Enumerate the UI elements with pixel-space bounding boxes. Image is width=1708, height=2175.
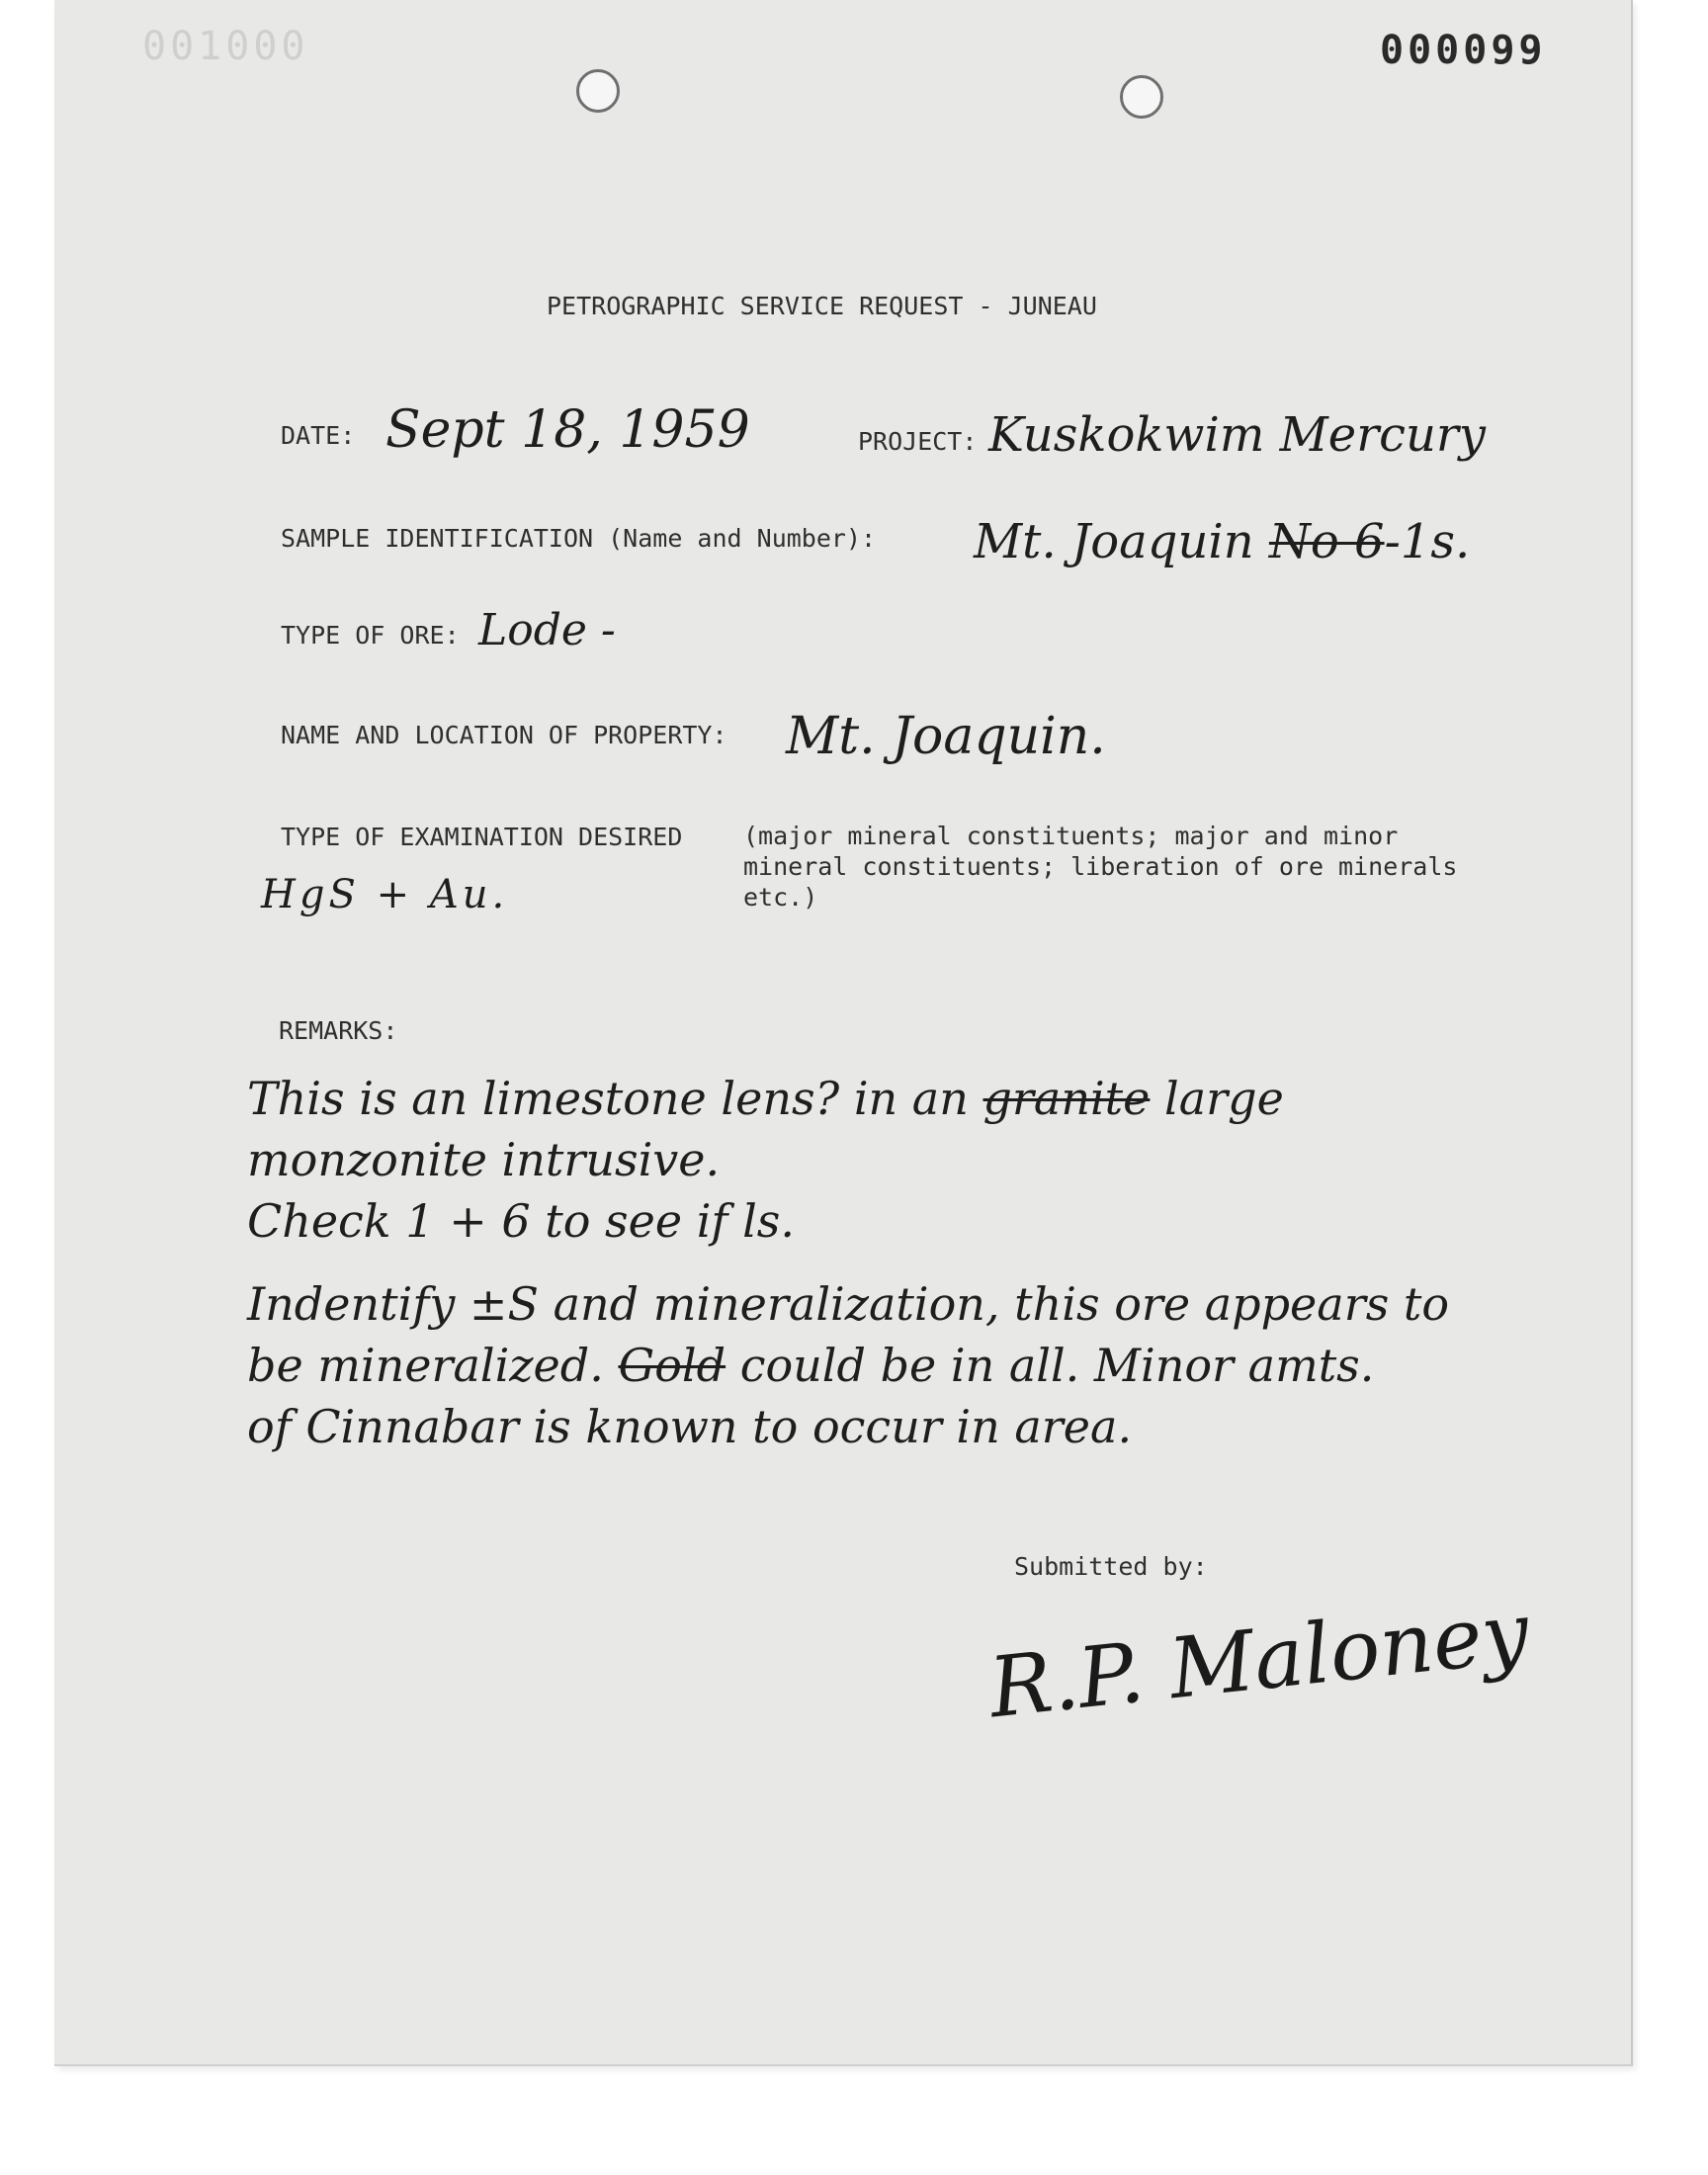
date-label: DATE: bbox=[281, 421, 356, 450]
sample-name: Mt. Joaquin bbox=[974, 514, 1254, 569]
punch-hole-left bbox=[576, 69, 620, 113]
property-label: NAME AND LOCATION OF PROPERTY: bbox=[281, 721, 727, 749]
faint-page-number: 001000 bbox=[142, 24, 309, 69]
exam-type-description: (major mineral constituents; major and minor mineral constituents; liberation of ore minerals etc.) bbox=[743, 822, 1458, 912]
date-value: Sept 18, 1959 bbox=[385, 400, 750, 460]
remarks-line: of Cinnabar is known to occur in area. bbox=[247, 1400, 1133, 1453]
remarks-line: Check 1 + 6 to see if ls. bbox=[247, 1194, 796, 1248]
project-label: PROJECT: bbox=[858, 427, 978, 456]
signature: R.P. Maloney bbox=[984, 1583, 1534, 1737]
remarks-handwriting bbox=[247, 1068, 1562, 1457]
submitted-by-label: Submitted by: bbox=[1014, 1552, 1208, 1581]
sample-struck-text: No 6 bbox=[1268, 514, 1385, 569]
project-value: Kuskokwim Mercury bbox=[988, 407, 1486, 463]
remarks-line bbox=[247, 1068, 1562, 1129]
remarks-text: be mineralized. bbox=[247, 1339, 604, 1392]
remarks-text: could be in all. Minor amts. bbox=[739, 1339, 1375, 1392]
page-number-stamp: 000099 bbox=[1380, 28, 1547, 73]
remarks-struck-text: granite bbox=[982, 1072, 1151, 1125]
punch-hole-right bbox=[1120, 75, 1163, 119]
exam-type-label: TYPE OF EXAMINATION DESIRED bbox=[281, 823, 683, 851]
remarks-struck-text: Gold bbox=[618, 1339, 726, 1392]
remarks-label: REMARKS: bbox=[279, 1016, 398, 1045]
ore-type-value: Lode - bbox=[478, 605, 616, 655]
sample-value bbox=[974, 514, 1470, 569]
sample-suffix: -1s. bbox=[1384, 514, 1471, 569]
sample-label: SAMPLE IDENTIFICATION (Name and Number): bbox=[281, 524, 877, 553]
exam-type-value: HgS + Au. bbox=[261, 872, 509, 917]
remarks-line: Indentify ±S and mineralization, this ore appears to bbox=[247, 1277, 1450, 1331]
remarks-line: monzonite intrusive. bbox=[247, 1133, 721, 1186]
ore-type-label: TYPE OF ORE: bbox=[281, 621, 460, 650]
remarks-line bbox=[247, 1335, 1562, 1396]
property-value: Mt. Joaquin. bbox=[786, 707, 1106, 766]
remarks-text: This is an limestone lens? in an bbox=[247, 1072, 969, 1125]
form-title: PETROGRAPHIC SERVICE REQUEST - JUNEAU bbox=[547, 292, 1097, 320]
remarks-text: large bbox=[1164, 1072, 1284, 1125]
